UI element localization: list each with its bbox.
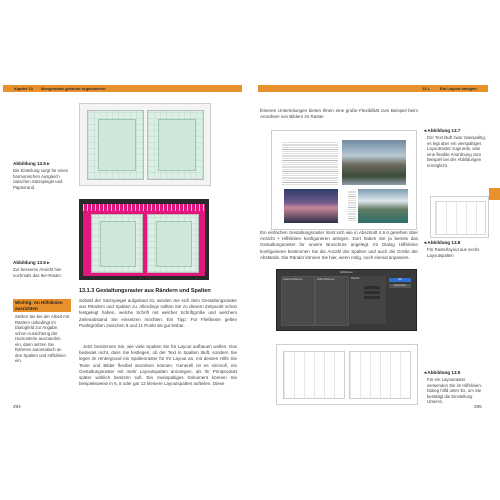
magenta-grid-image <box>79 199 209 280</box>
right-page-number: 295 <box>474 404 482 409</box>
column-grid-image <box>430 196 489 238</box>
dialog-field[interactable] <box>364 291 380 294</box>
grid-page-right <box>147 214 199 273</box>
layout-columns <box>435 201 486 235</box>
left-header-chapter: Kapitel 13 <box>14 86 33 91</box>
guides-dialog-screenshot <box>276 269 417 331</box>
dialog-ok-button[interactable]: OK <box>389 278 411 282</box>
note-box <box>13 299 71 365</box>
dialog-settings-panel <box>350 276 386 324</box>
photo-green-lake <box>358 189 408 223</box>
text-page-left <box>282 141 338 185</box>
grid-column-block <box>158 119 196 171</box>
text-page-right <box>348 191 356 221</box>
layout-page-right <box>349 351 411 399</box>
figure-13-7-label: ◂ Abbildung 13.7 <box>424 128 461 133</box>
dialog-field[interactable] <box>364 286 380 289</box>
two-page-layout-grid <box>276 344 418 405</box>
figure-13-8-caption: Für Rasterlayout aus sechs Layoutspalten <box>427 247 480 258</box>
grid-spread-image <box>79 103 211 186</box>
note-text: Stellen Sie bei der Arbeit mit Rästern unbedingt im Dialogfeld zur Angabe, schon Ausrichtung der Hurnunterie auszuteilen. ein, dann setzen Sie Rahmen automatisch an den Spalten und Hilfslinien ein. <box>15 314 69 363</box>
dialog-cancel-button[interactable]: Abbrechen <box>389 284 411 288</box>
grid-page-left <box>91 214 143 273</box>
left-header-title: Mengensatz gekonnt organisieren <box>41 86 106 91</box>
right-header-section: 13.1 <box>422 86 430 91</box>
magenta-frame <box>83 204 205 276</box>
figure-13-5-label: Abbildung 13.5 ▸ <box>13 161 50 166</box>
dialog-col1-label: Spaltenhilfslinien <box>283 278 303 281</box>
photo-blue-mountains <box>284 189 338 223</box>
dialog-col1-panel <box>281 276 315 326</box>
grid-page-right <box>147 110 204 180</box>
photo-mountain-lake <box>342 140 406 185</box>
section-heading: 13.1.3 Gestaltungsraster aus Rändern und Spalten <box>79 288 211 294</box>
body-paragraph-2: Jetzt bestimmen Sie, wie viele Spalten Sie für Layout aufbauen wollen. Das bedeutet nicht, dass Sie festlegen, ob der Text in Spalten läuft, sondern Sie legen im Hintergrund ein Spaltenraster für Ihr Layout an, mit dessen Hilfe Sie Texte und Bilder flexibel anordnen können. Generell ist es sinnvoll, ein Gestaltungsraster mit mehr Layoutspalten anzulegen, als Ihr Printprodukt später wirklich besitzen soll. Ein zweispaltiges Dokument können Sie beispielsweise in 6, 8 oder gar 12 kleinere Layoutspalten aufteilen. Diese <box>79 344 237 387</box>
dialog-title: Hilfslinien <box>340 270 353 274</box>
left-page-number: 294 <box>13 404 21 409</box>
dialog-field[interactable] <box>364 296 380 299</box>
figure-13-8-label: ◂ Abbildung 13.8 <box>424 240 461 245</box>
layout-page-left <box>283 351 345 399</box>
grid-column-block <box>156 221 192 267</box>
right-header-title: Ein Layout anlegen <box>440 86 477 91</box>
text-photo-spread-image <box>271 130 417 230</box>
grid-page-left <box>87 110 144 180</box>
right-body-paragraph: Ein einfachen Gestaltungsraster lösst sich wie in Abschnitt 4.6.6 gesehen über Ansicht • Hilfslinien konfigurieren anlegen. Dort haben Sie ja bereits das Gestaltungsraster für unsere Broschüre angelegt. Im Dialog Hilfslinien konfigurieren bestimmen Sie die Anzahl der Spalten und auch die Größe der Abstände. Die Ränder können Sie hier, wenn nötig, noch einmal anpassen. <box>260 230 418 260</box>
magenta-ruler-dots <box>83 204 205 211</box>
figure-13-7-caption: Der Text läuft zwar zweispaltig, es legt aber ein vierspaltiges Layoutraster zugrunde, was eine flexible Anordnung zum Beispiel bei der Abbildungen ermöglicht. <box>427 135 486 168</box>
note-title: Wichtig: An Hilfslinien ausrichten <box>13 299 71 312</box>
dialog-section-label: Ränder <box>351 277 360 280</box>
dialog-col2-panel <box>315 276 349 326</box>
page-edge-tab <box>489 188 500 200</box>
figure-13-9-label: ◂ Abbildung 13.9 <box>424 370 461 375</box>
body-paragraph-1: Sobald der Satzspiegel aufgebaut ist, werden Sie sich dem Gestaltungsraster aus Rändern und Spalten zu. Allerdings sollten Sie zu diesem Zeitpunkt schon festgelegt haben, welche Schrift mit welcher Schriftgröße und welchem Zeilenabstand Sie einsetzen möchten. Ein Tipp: Für Fließtexte gelten Punktgrößen zwischen 9 und 11 Punkt als gut lesbar. <box>79 298 237 328</box>
figure-13-9-caption: Für ein Layoutraster verwenden Sie im Hilfslinien-Dialog hilfd unter Ex, um Sie bestätigt die Einstellung Unterss. <box>427 377 483 404</box>
grid-column-block <box>98 119 136 171</box>
figure-13-5-caption: Die Einteilung sorgt für einen harmonischen Ausgleich zwischen Satzspiegel und Papierrand. <box>13 168 69 190</box>
grid-column-block <box>100 221 136 267</box>
intro-paragraph: feineren Unterteilungen bieten Ihnen eine große Flexibilität zum Beispiel beim Anordnen von Bildern im Raster. <box>260 108 418 120</box>
left-header-bar <box>3 85 242 92</box>
figure-13-6-caption: Zur besseren Ansicht hier nochmals das 9er-Raster. <box>13 267 62 278</box>
figure-13-6-label: Abbildung 13.6 ▸ <box>13 260 50 265</box>
dialog-col2-label: Zeilenhilfslinien <box>317 278 335 281</box>
